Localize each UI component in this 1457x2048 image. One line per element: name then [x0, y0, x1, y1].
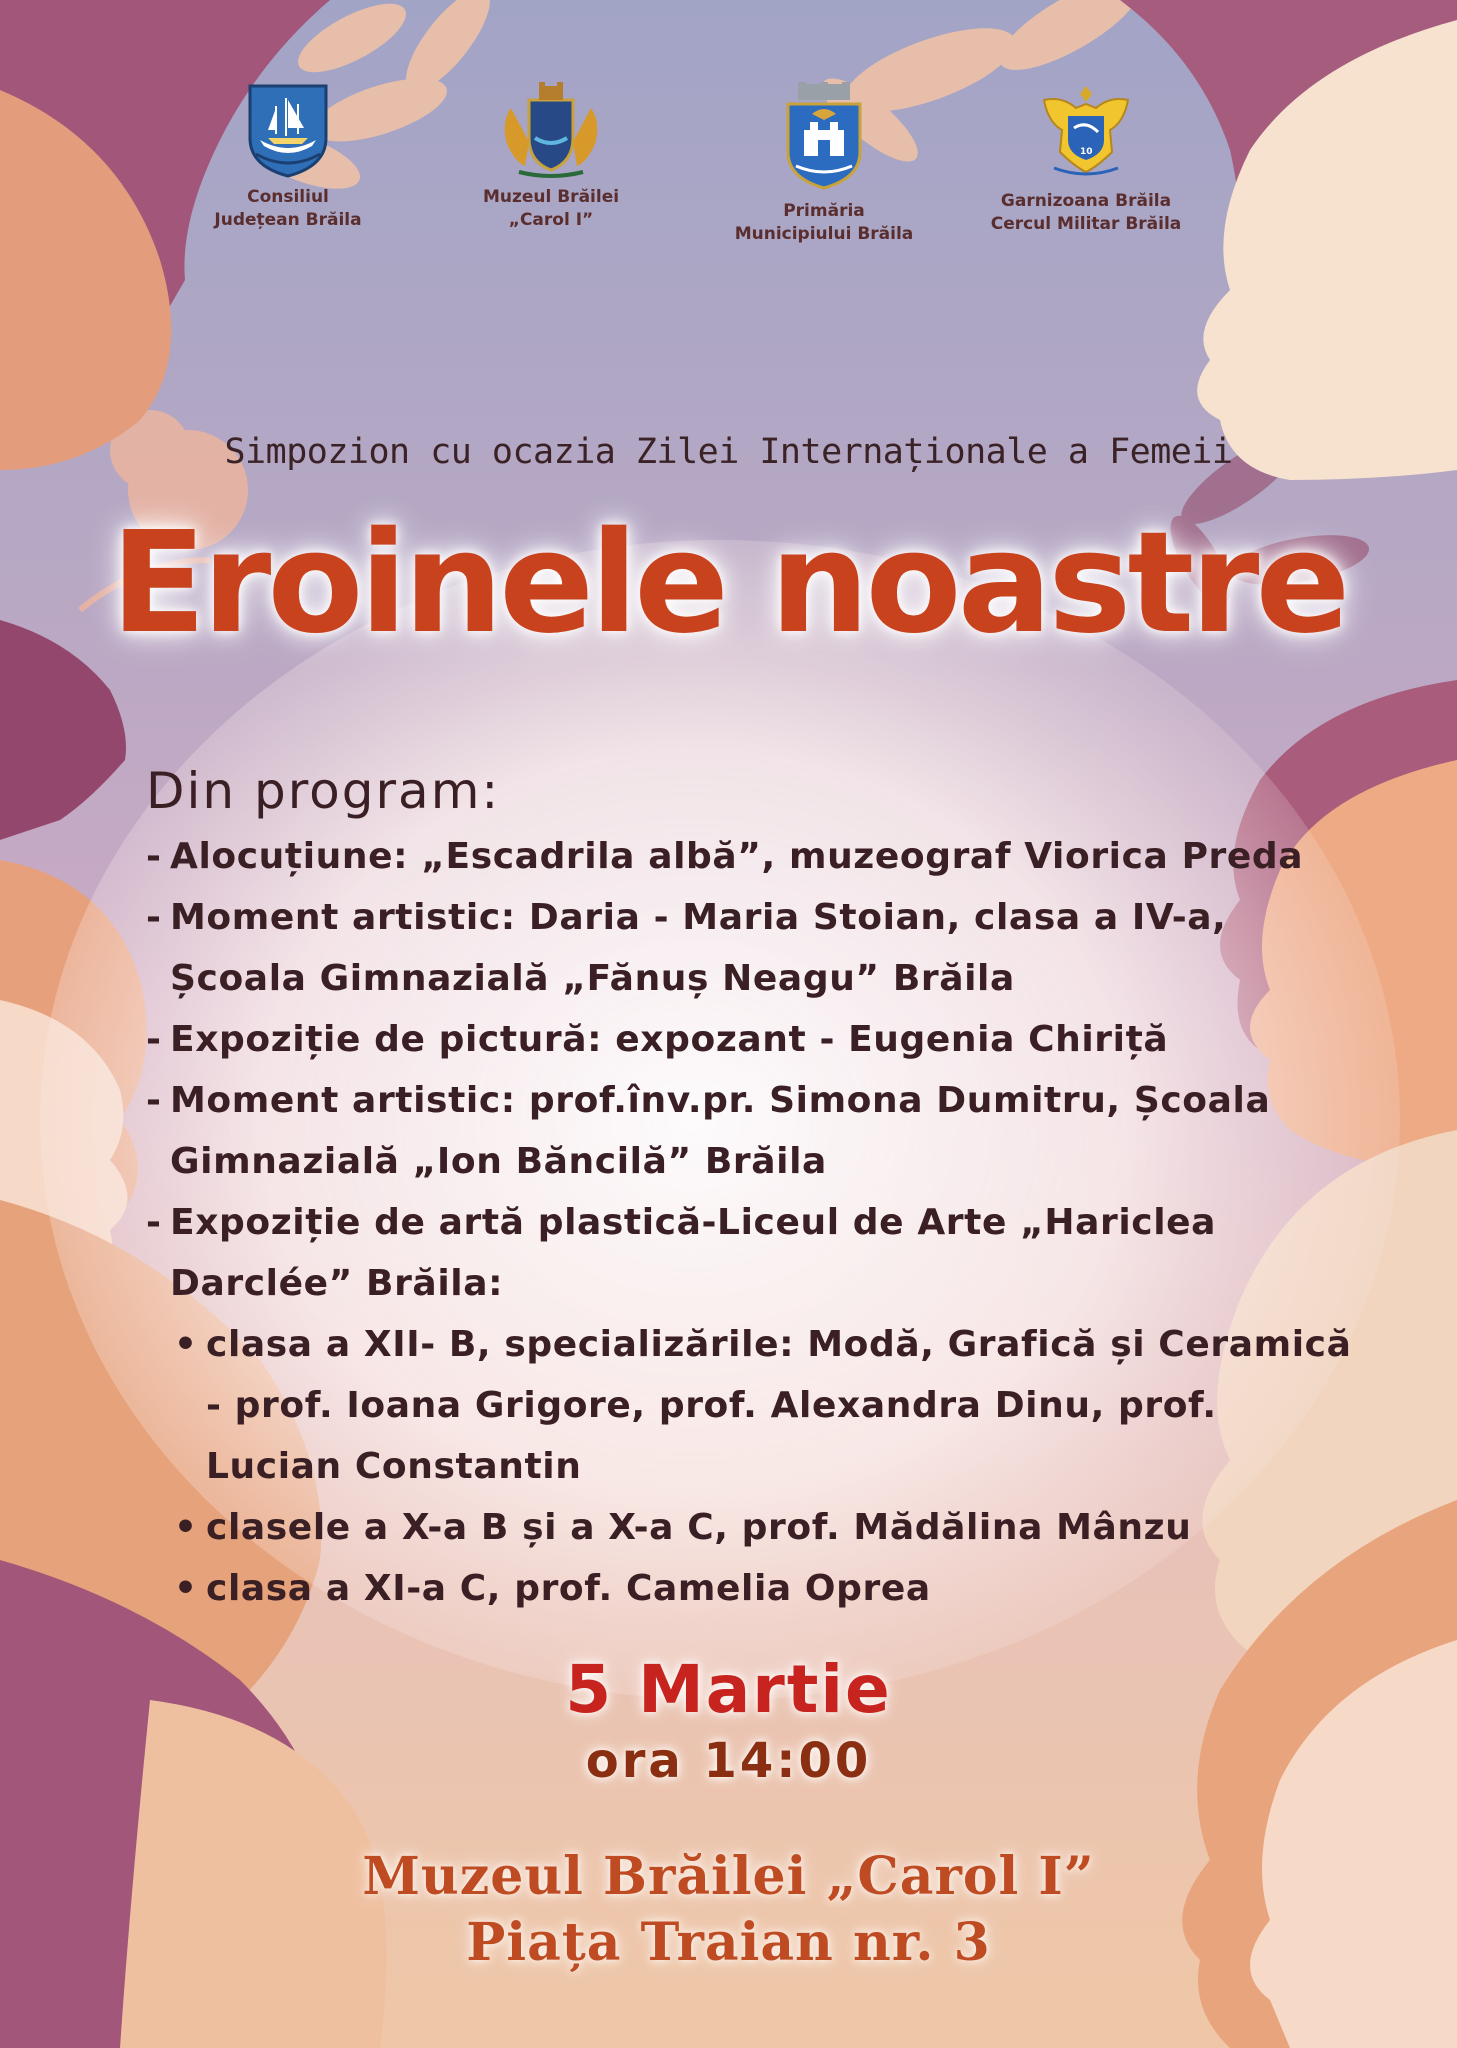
- logo-caption-line2: Municipiului Brăila: [734, 224, 914, 244]
- partner-logos: [0, 82, 1457, 262]
- logo-caption-line2: Cercul Militar Brăila: [990, 214, 1182, 234]
- program-item-line: Alocuțiune: „Escadrila albă”, muzeograf Viorica Preda: [170, 836, 1304, 877]
- program-item: [146, 826, 1416, 887]
- dot-bullet-icon: •: [174, 1507, 198, 1548]
- logo-caption-line1: Garnizoana Brăila: [1000, 191, 1172, 211]
- program-subitem-line: - prof. Ioana Grigore, prof. Alexandra Dinu, prof.: [206, 1385, 1217, 1426]
- logo-muzeul-brailei: [451, 82, 651, 232]
- logo-primaria-braila: [724, 82, 924, 246]
- dash-bullet-icon: -: [146, 1202, 162, 1243]
- logo-garnizoana-braila: [986, 82, 1186, 236]
- event-date: 5 Martie: [565, 1651, 892, 1728]
- logo-caption: [724, 200, 924, 246]
- dot-bullet-icon: •: [174, 1324, 198, 1365]
- venue-address: Piața Traian nr. 3: [466, 1912, 991, 1973]
- program-item: [146, 1192, 1416, 1314]
- logo-caption: [188, 186, 388, 232]
- logo-caption-line2: Județean Brăila: [214, 210, 362, 230]
- program-subitem: [146, 1558, 1416, 1619]
- logo-caption-line1: Primăria: [783, 201, 865, 221]
- program-item-line: Expoziție de artă plastică-Liceul de Arte „Hariclea: [170, 1202, 1217, 1243]
- program-item-line: Expoziție de pictură: expozant - Eugenia Chiriță: [170, 1019, 1169, 1060]
- program-item: [146, 1009, 1416, 1070]
- program-heading: Din program:: [146, 762, 501, 820]
- ship-coat-of-arms-icon: [246, 82, 330, 178]
- program-item-line: Moment artistic: prof.înv.pr. Simona Dumitru, Școala: [170, 1080, 1271, 1121]
- city-coat-of-arms-icon: [784, 82, 864, 192]
- dash-bullet-icon: -: [146, 1019, 162, 1060]
- program-subitem-line: clasa a XII- B, specializările: Modă, Grafică și Ceramică: [206, 1324, 1352, 1365]
- program-subitem-line: clasa a XI-a C, prof. Camelia Oprea: [206, 1568, 931, 1609]
- logo-caption-line1: Muzeul Brăilei: [482, 187, 620, 207]
- dash-bullet-icon: -: [146, 1080, 162, 1121]
- event-title: Eroinele noastre: [110, 502, 1347, 665]
- program-subitem: [146, 1314, 1416, 1497]
- venue-name: Muzeul Brăilei „Carol I”: [362, 1846, 1095, 1907]
- logo-caption-line1: Consiliul: [247, 187, 329, 207]
- logo-consiliul-judetean: [188, 82, 388, 232]
- program-item: [146, 887, 1416, 1009]
- dot-bullet-icon: •: [174, 1568, 198, 1609]
- program-subitem-line: Lucian Constantin: [206, 1446, 582, 1487]
- program-item-line: Moment artistic: Daria - Maria Stoian, clasa a IV-a,: [170, 897, 1227, 938]
- event-venue: [0, 1844, 1457, 1976]
- dash-bullet-icon: -: [146, 897, 162, 938]
- program-item: [146, 1070, 1416, 1192]
- program-subitem: [146, 1497, 1416, 1558]
- program-item-line: Gimnazială „Ion Băncilă” Brăila: [170, 1141, 827, 1182]
- program-item-line: Darclée” Brăila:: [170, 1263, 504, 1304]
- event-subtitle: Simpozion cu ocazia Zilei Internaționale a Femeii: [224, 432, 1233, 472]
- logo-caption: [986, 190, 1186, 236]
- program-item-line: Școala Gimnazială „Fănuș Neagu” Brăila: [170, 958, 1015, 999]
- logo-caption: [451, 186, 651, 232]
- dash-bullet-icon: -: [146, 836, 162, 877]
- svg-text:10: 10: [1080, 147, 1093, 157]
- logo-caption-line2: „Carol I”: [508, 210, 594, 230]
- event-time: ora 14:00: [585, 1733, 872, 1789]
- lions-coat-of-arms-icon: [499, 82, 603, 178]
- program-subitem-line: clasele a X-a B și a X-a C, prof. Mădălina Mânzu: [206, 1507, 1192, 1548]
- eagle-coat-of-arms-icon: [1040, 82, 1132, 182]
- program-section: [146, 760, 1416, 1619]
